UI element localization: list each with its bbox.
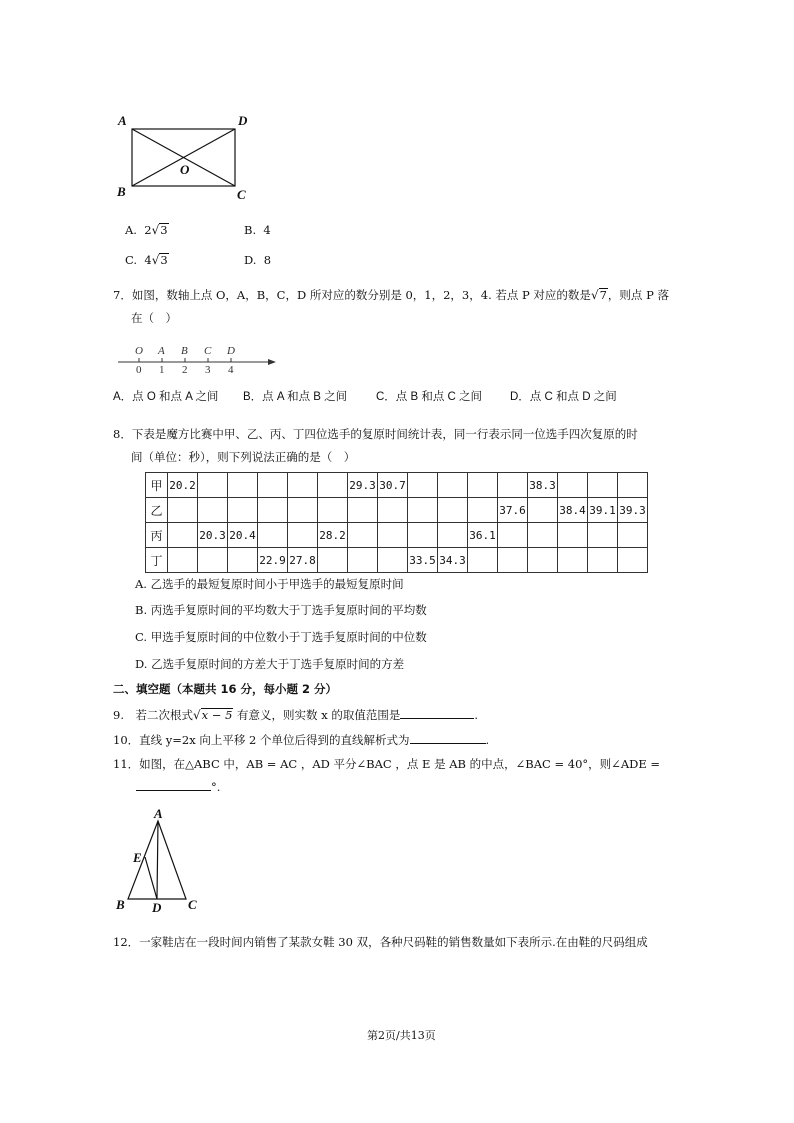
- table-cell: 30.7: [378, 473, 408, 498]
- page-number: 第2页/共13页: [367, 1029, 436, 1042]
- q7-text-a: 7．如图，数轴上点 O，A，B，C，D 所对应的数分别是 0，1，2，3，4. 若点 P 对应的数是: [113, 288, 591, 302]
- option-coefficient: 2: [144, 223, 152, 237]
- q7-option-d[interactable]: D．点 C 和点 D 之间: [510, 391, 617, 403]
- table-cell: 36.1: [468, 523, 498, 548]
- q7-option-b[interactable]: B．点 A 和点 B 之间: [243, 391, 348, 403]
- point-label-e: E: [133, 850, 142, 865]
- table-cell: 39.3: [618, 498, 648, 523]
- vertex-label-c: C: [237, 187, 246, 202]
- table-cell: 33.5: [408, 548, 438, 573]
- q11-text-end: °.: [211, 780, 221, 794]
- q8-option-d[interactable]: D. 乙选手复原时间的方差大于丁选手复原时间的方差: [135, 657, 405, 671]
- vertex-label-a: A: [118, 113, 127, 128]
- row-header: 丙: [146, 523, 168, 548]
- vertex-label-a: A: [154, 806, 163, 821]
- option-radicand: 3: [160, 253, 168, 267]
- table-cell: 34.3: [438, 548, 468, 573]
- q8-stem-line1: 8．下表是魔方比赛中甲、乙、丙、丁四位选手的复原时间统计表，同一行表示同一位选手四次复原的时: [113, 427, 638, 441]
- q8-stem-line2: 间（单位：秒），则下列说法正确的是（ ）: [131, 450, 356, 464]
- axis-number-4: 4: [228, 364, 234, 376]
- option-letter: A.: [125, 223, 137, 237]
- option-letter: C.: [125, 253, 138, 267]
- table-cell: 20.2: [168, 473, 198, 498]
- q10-text-end: .: [485, 733, 490, 747]
- table-cell: 38.3: [528, 473, 558, 498]
- vertex-label-b: B: [117, 184, 126, 199]
- option-text: 4: [263, 223, 271, 237]
- q9-stem: 9. 若二次根式√x − 5 有意义，则实数 x 的取值范围是 .: [113, 708, 478, 722]
- axis-letter-b: B: [181, 345, 188, 357]
- axis-number-1: 1: [159, 364, 165, 376]
- q9-radicand: x − 5: [201, 708, 233, 722]
- table-cell: 20.4: [228, 523, 258, 548]
- table-cell: 29.3: [348, 473, 378, 498]
- table-cell: 39.1: [588, 498, 618, 523]
- q8-option-c[interactable]: C. 甲选手复原时间的中位数小于丁选手复原时间的中位数: [135, 630, 427, 644]
- vertex-label-b: B: [116, 897, 125, 912]
- q8-option-b[interactable]: B. 丙选手复原时间的平均数大于丁选手复原时间的平均数: [135, 603, 427, 617]
- q9-text-end: .: [474, 708, 478, 722]
- q7-stem-line2: 在（ ）: [131, 311, 177, 325]
- q6-option-c[interactable]: C. 4√3: [125, 253, 168, 267]
- point-label-d: D: [152, 900, 162, 915]
- table-cell: 27.8: [288, 548, 318, 573]
- section-heading: 二、填空题（本题共 16 分，每小题 2 分）: [113, 682, 338, 696]
- q7-radicand: 7: [599, 288, 607, 302]
- q12-stem-line1: 12．一家鞋店在一段时间内销售了某款女鞋 30 双，各种尺码鞋的销售数量如下表所示.在由鞋的尺码组成: [113, 935, 648, 949]
- axis-number-3: 3: [205, 364, 211, 376]
- table-cell: 22.9: [258, 548, 288, 573]
- axis-letter-d: D: [227, 345, 235, 357]
- vertex-label-d: D: [238, 113, 248, 128]
- option-radicand: 3: [160, 223, 168, 237]
- q7-text-b: ，则点 P 落: [607, 288, 669, 302]
- q9-text-pre: 9. 若二次根式: [113, 708, 193, 722]
- table-cell: 20.3: [198, 523, 228, 548]
- axis-letter-o: O: [135, 345, 143, 357]
- axis-number-0: 0: [136, 364, 142, 376]
- option-coefficient: 4: [144, 253, 152, 267]
- table-cell: 37.6: [498, 498, 528, 523]
- option-letter: D.: [244, 253, 257, 267]
- table-cell: 38.4: [558, 498, 588, 523]
- q6-option-a[interactable]: A. 2√3: [125, 223, 168, 237]
- q7-option-c[interactable]: C．点 B 和点 C 之间: [376, 391, 483, 403]
- option-letter: B.: [244, 223, 257, 237]
- q7-stem-line1: 7．如图，数轴上点 O，A，B，C，D 所对应的数分别是 0，1，2，3，4. 若点 P 对应的数是√7，则点 P 落: [113, 288, 669, 302]
- center-label-o: O: [180, 162, 190, 177]
- q10-text-pre: 10．直线 y=2x 向上平移 2 个单位后得到的直线解析式为: [113, 733, 410, 747]
- q7-option-a[interactable]: A．点 O 和点 A 之间: [113, 391, 219, 403]
- q11-stem-line1: 11．如图，在△ABC 中，AB = AC ，AD 平分∠BAC ，点 E 是 AB 的中点，∠BAC = 40°，则∠ADE =: [113, 757, 661, 771]
- q8-option-a[interactable]: A. 乙选手的最短复原时间小于甲选手的最短复原时间: [135, 577, 404, 591]
- row-header: 乙: [146, 498, 168, 523]
- vertex-label-c: C: [188, 897, 197, 912]
- row-header: 甲: [146, 473, 168, 498]
- option-text: 8: [263, 253, 272, 267]
- axis-letter-c: C: [204, 345, 212, 357]
- table-cell: 28.2: [318, 523, 348, 548]
- axis-number-2: 2: [182, 364, 188, 376]
- q9-text-post: 有意义，则实数 x 的取值范围是: [237, 708, 401, 722]
- row-header: 丁: [146, 548, 168, 573]
- axis-letter-a: A: [158, 345, 165, 357]
